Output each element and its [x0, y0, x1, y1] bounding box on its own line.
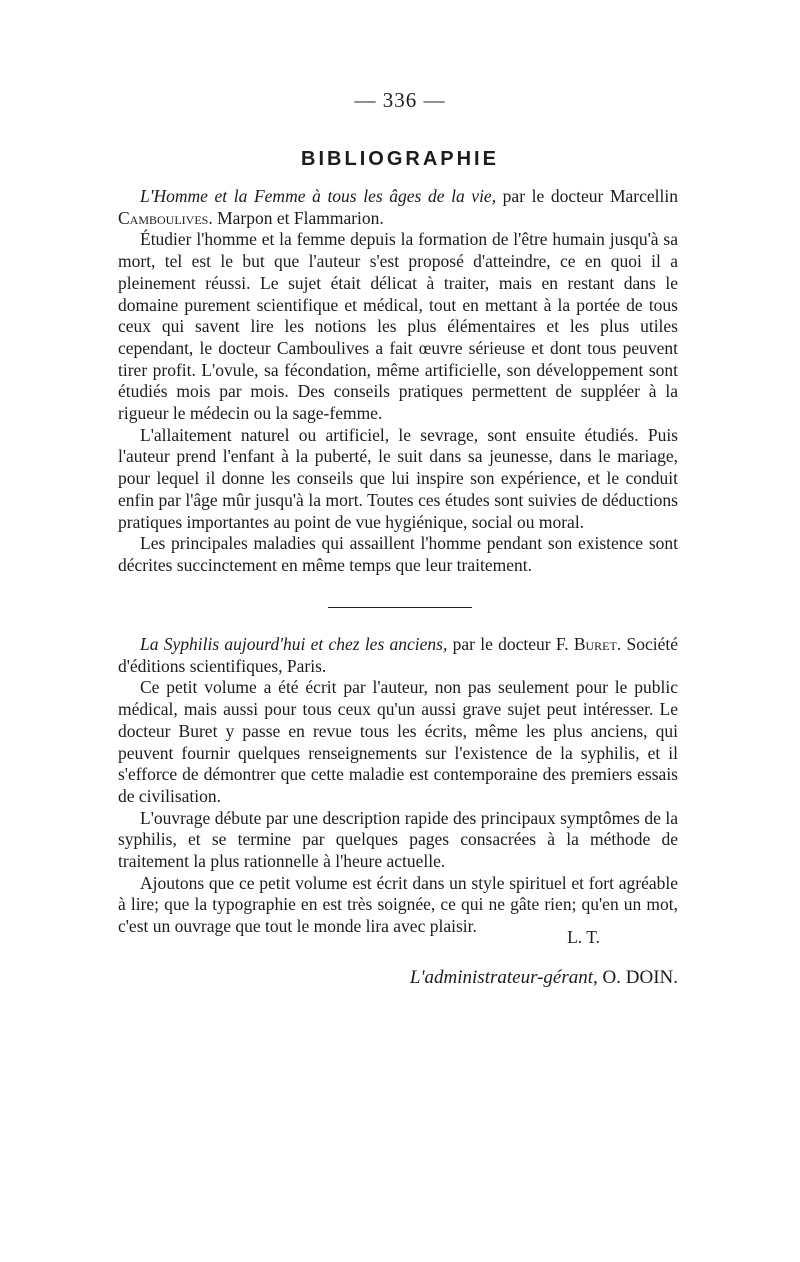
- citation-suffix: . Marpon et Flammarion.: [208, 207, 384, 228]
- section-heading: BIBLIOGRAPHIE: [301, 148, 499, 170]
- review-paragraph: Étudier l'homme et la femme depuis la formation de l'être humain jusqu'à sa mort, tel est le but que l'auteur s'est proposé d'atteindre, ce en quoi il a pleinement réussi. Le sujet était délicat à traiter, mais en restant dans le domaine purement scientifique et médical, tout en mettant à la portée de tous ceux qui savent lire les notions les plus élémentaires et les plus utiles cependant, le docteur Camboulives a fait œuvre sérieuse et dont tous peuvent tirer profit. L'ovule, sa fécondation, même artificielle, son développement sont étudiés mois par mois. Des conseils pratiques permettent de suppléer à la rigueur le médecin ou la sage-femme.: [118, 229, 678, 424]
- review-citation: [118, 634, 678, 677]
- page-number: — 336 —: [354, 88, 446, 112]
- reviewer-signature: L. T.: [567, 927, 600, 947]
- book-title: La Syphilis aujourd'hui et chez les anciens,: [140, 634, 448, 654]
- author-name: Buret: [573, 634, 617, 654]
- administrator-role: L'administrateur-gérant,: [409, 967, 598, 988]
- citation-prefix: par le docteur F.: [447, 634, 574, 654]
- book-title: L'Homme et la Femme à tous les âges de la vie,: [140, 186, 497, 206]
- citation-suffix: . Société d'éditions scientifiques, Paris.: [118, 634, 679, 676]
- author-name: Camboulives: [118, 207, 209, 228]
- review-paragraph: Les principales maladies qui assaillent l'homme pendant son existence sont décrites succinctement en même temps que leur traitement.: [118, 533, 678, 575]
- review-paragraph: L'ouvrage débute par une description rapide des principaux symptômes de la syphilis, et se termine par quelques pages consacrées à la méthode de traitement la plus rationnelle à l'heure actuelle.: [118, 807, 678, 872]
- section-divider: [328, 607, 472, 608]
- administrator-name: O. DOIN.: [602, 967, 678, 988]
- review-paragraph: Ce petit volume a été écrit par l'auteur, non pas seulement pour le public médical, mais aussi pour tous ceux qu'un aussi grave sujet peut intéresser. Le docteur Buret y passe en revue tous les écrits, même les plus anciens, qui peuvent fournir quelques renseignements sur l'existence de la syphilis, et il s'efforce de démontrer que cette maladie est contemporaine des premiers essais de civilisation.: [118, 677, 678, 806]
- review-paragraph: Ajoutons que ce petit volume est écrit dans un style spirituel et fort agréable à lire; que la typographie en est très soignée, ce qui ne gâte rien; qu'en un mot, c'est un ouvrage que tout le monde lira avec plaisir.: [118, 872, 678, 937]
- publisher-signature: [118, 967, 678, 989]
- review-camboulives: [118, 186, 678, 577]
- review-buret: [118, 634, 678, 938]
- citation-prefix: par le docteur Marcellin: [496, 186, 678, 206]
- review-citation: [118, 186, 678, 229]
- review-paragraph: L'allaitement naturel ou artificiel, le sevrage, sont ensuite étudiés. Puis l'auteur prend l'enfant à la puberté, le suit dans sa jeunesse, dans le mariage, pour lequel il donne les conseils que lui inspire son expérience, et le conduit enfin par l'âge mûr jusqu'à la mort. Toutes ces études sont suivies de déductions pratiques importantes au point de vue hygiénique, social ou moral.: [118, 424, 678, 532]
